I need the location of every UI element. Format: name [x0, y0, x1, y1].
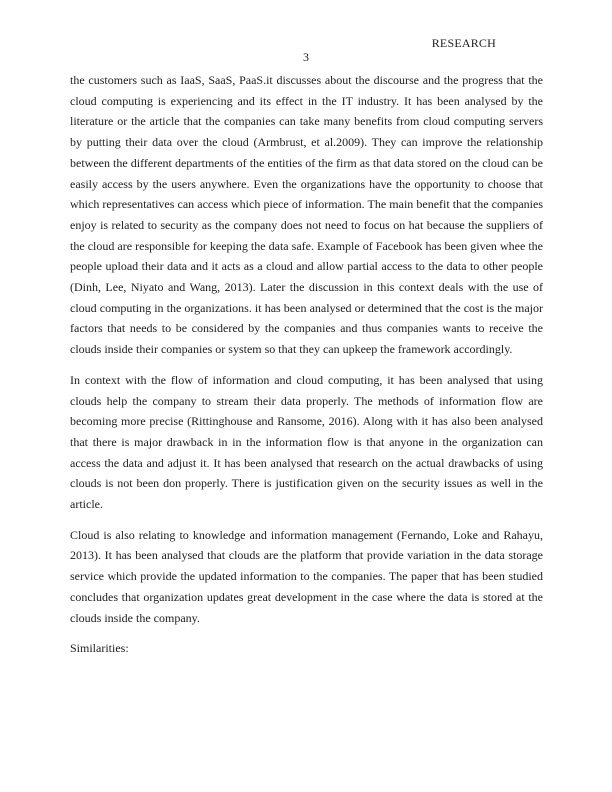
paragraph-knowledge-management: Cloud is also relating to knowledge and information management (Fernando, Loke and Rahayu, 2013). It has been analysed that clouds are the platform that provide variation in the data storage service which provide the updated information to the companies. The paper that has been studied concludes that organization updates great development in the case where the data is stored at the clouds inside the company.	[70, 527, 543, 625]
running-head: RESEARCH	[431, 36, 496, 50]
similarities-heading: Similarities:	[70, 641, 129, 656]
paragraph-information-flow: In context with the flow of information and cloud computing, it has been analysed that using clouds help the company to stream their data properly. The methods of information flow are becoming more precise (Rittinghouse and Ransome, 2016). Along with it has also been analysed that there is major drawback in in the information flow is that anyone in the organization can access the data and adjust it. It has been analysed that research on the actual drawbacks of using clouds is not been don properly. There is justification given on the security issues as well in the article.	[70, 372, 543, 512]
page-number: 3	[303, 50, 309, 64]
document-body	[70, 70, 543, 669]
paragraph-cloud-benefits: the customers such as IaaS, SaaS, PaaS.it discusses about the discourse and the progress that the cloud computing is experiencing and its effect in the IT industry. It has been analysed by the literature or the article that the companies can take many benefits from cloud computing servers by putting their data over the cloud (Armbrust, et al.2009). They can improve the relationship between the different departments of the entities of the firm as that data stored on the cloud can be easily access by the users anywhere. Even the organizations have the opportunity to choose that which representatives can access which piece of information. The main benefit that the companies enjoy is related to security as the company does not need to focus on hat because the suppliers of the cloud are responsible for keeping the data safe. Example of Facebook has been given whee the people upload their data and it acts as a cloud and allow partial access to the data to other people (Dinh, Lee, Niyato and Wang, 2013). Later the discussion in this context deals with the use of cloud computing in the organizations. it has been analysed or determined that the cost is the major factors that needs to be considered by the companies and thus companies wants to receive the clouds inside their companies or system so that they can upkeep the framework accordingly.	[70, 73, 543, 357]
